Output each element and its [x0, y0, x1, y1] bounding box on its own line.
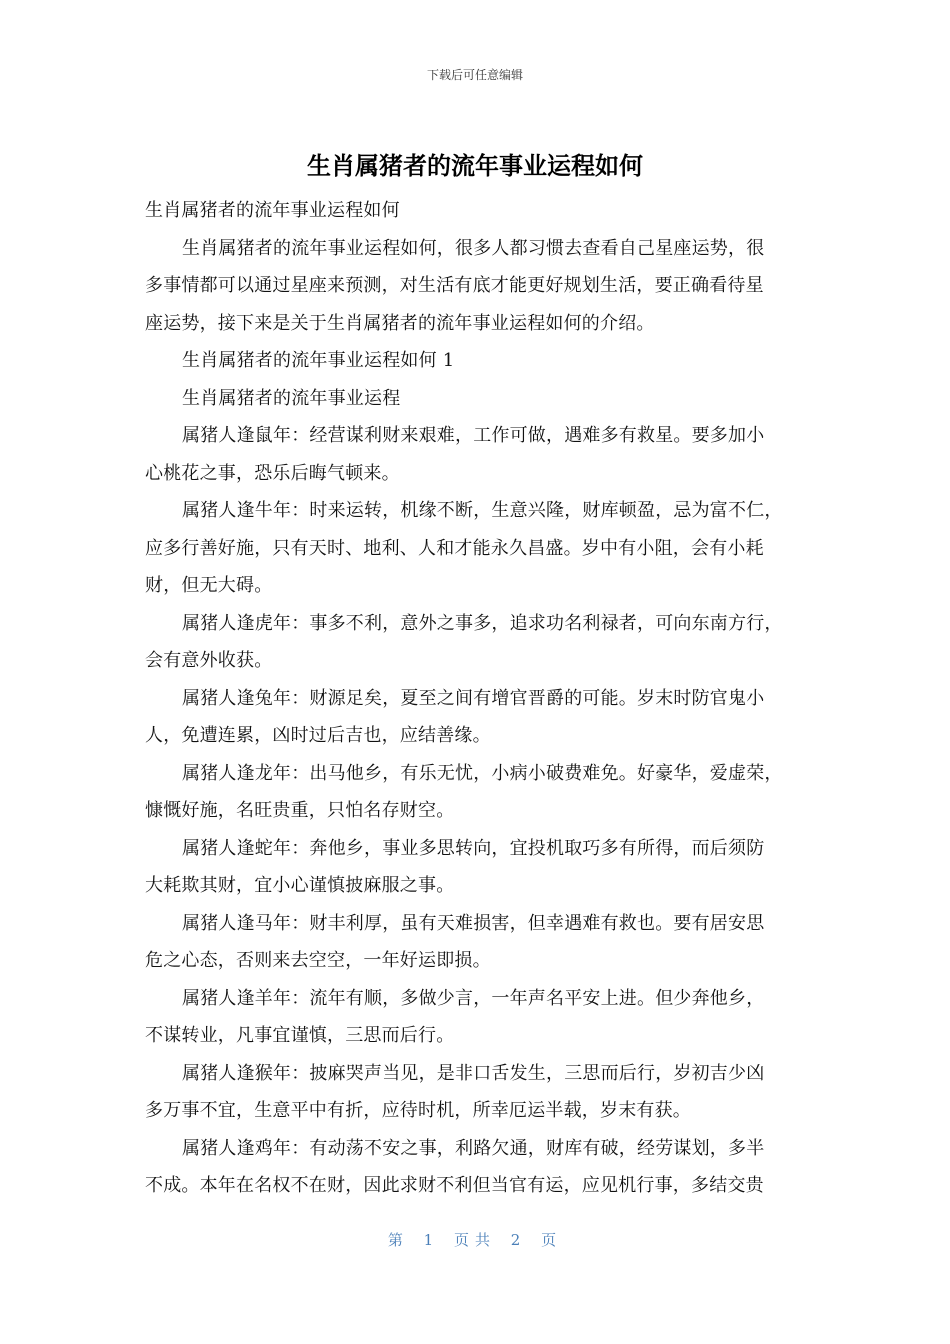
- paragraph-line: 财，但无大碍。: [145, 575, 273, 596]
- document-body: [145, 192, 805, 1205]
- paragraph-line: 大耗欺其财，宜小心谨慎披麻服之事。: [145, 875, 455, 896]
- paragraph-line: 心桃花之事，恐乐后晦气顿来。: [145, 462, 400, 484]
- paragraph-monkey-year: [145, 1055, 805, 1130]
- paragraph-line: 属猪人逢马年：财丰利厚，虽有天难损害，但幸遇难有救也。要有居安思: [182, 912, 765, 934]
- section-heading: 生肖属猪者的流年事业运程如何 1: [182, 350, 455, 371]
- paragraph-line: 慷慨好施，名旺贵重，只怕名存财空。: [145, 800, 455, 821]
- paragraph-line: 不谋转业，凡事宜谨慎，三思而后行。: [145, 1025, 455, 1046]
- paragraph-line: 应多行善好施，只有天时、地利、人和才能永久昌盛。岁中有小阻，会有小耗: [145, 537, 764, 559]
- document-title: 生肖属猪者的流年事业运程如何: [307, 152, 643, 180]
- paragraph-line: 属猪人逢蛇年：奔他乡，事业多思转向，宜投机取巧多有所得，而后须防: [182, 837, 765, 859]
- intro-line: 多事情都可以通过星座来预测，对生活有底才能更好规划生活，要正确看待星: [145, 275, 764, 296]
- paragraph-line: 人，免遭连累，凶时过后吉也，应结善缘。: [145, 725, 491, 746]
- paragraph-line: 不成。本年在名权不在财，因此求财不利但当官有运，应见机行事，多结交贵: [145, 1175, 764, 1196]
- paragraph-horse-year: [145, 905, 805, 980]
- paragraph-line: 危之心态，否则来去空空，一年好运即损。: [145, 950, 491, 971]
- intro-line: 生肖属猪者的流年事业运程如何，很多人都习惯去查看自己星座运势，很: [182, 237, 765, 259]
- section-heading: 生肖属猪者的流年事业运程: [182, 387, 401, 409]
- paragraph-line: 多万事不宜，生意平中有折，应待时机，所幸厄运半载，岁末有获。: [145, 1100, 691, 1121]
- page-number: 第 1 页共 2 页: [387, 1231, 563, 1249]
- paragraph-line: 属猪人逢鼠年：经营谋利财来艰难，工作可做，遇难多有救星。要多加小: [182, 425, 765, 446]
- paragraph-line: 属猪人逢兔年：财源足矣，夏至之间有增官晋爵的可能。岁末时防官鬼小: [182, 687, 765, 709]
- paragraph-line: 属猪人逢羊年：流年有顺，多做少言，一年声名平安上进。但少奔他乡，: [182, 987, 765, 1009]
- header-note: 下载后可任意编辑: [426, 68, 523, 82]
- paragraph-ox-year: [145, 492, 805, 605]
- paragraph-line: 属猪人逢鸡年：有动荡不安之事，利路欠通，财库有破，经劳谋划，多半: [182, 1137, 765, 1159]
- intro-paragraph: [145, 230, 805, 343]
- paragraph-dragon-year: [145, 755, 805, 830]
- paragraph-rabbit-year: [145, 680, 805, 755]
- subtitle-line: 生肖属猪者的流年事业运程如何: [145, 200, 400, 221]
- paragraph-line: 属猪人逢虎年：事多不利，意外之事多，追求功名利禄者，可向东南方行，: [182, 612, 783, 634]
- paragraph-rat-year: [145, 417, 805, 492]
- paragraph-line: 属猪人逢猴年：披麻哭声当见，是非口舌发生，三思而后行，岁初吉少凶: [182, 1062, 765, 1084]
- paragraph-line: 属猪人逢牛年：时来运转，机缘不断，生意兴隆，财库顿盈，忌为富不仁，: [182, 500, 783, 521]
- paragraph-tiger-year: [145, 605, 805, 680]
- intro-line: 座运势，接下来是关于生肖属猪者的流年事业运程如何的介绍。: [145, 312, 655, 334]
- paragraph-rooster-year: [145, 1130, 805, 1205]
- paragraph-line: 属猪人逢龙年：出马他乡，有乐无忧，小病小破费难免。好豪华，爱虚荣，: [182, 762, 783, 784]
- paragraph-line: 会有意外收获。: [145, 650, 273, 671]
- paragraph-goat-year: [145, 980, 805, 1055]
- paragraph-snake-year: [145, 830, 805, 905]
